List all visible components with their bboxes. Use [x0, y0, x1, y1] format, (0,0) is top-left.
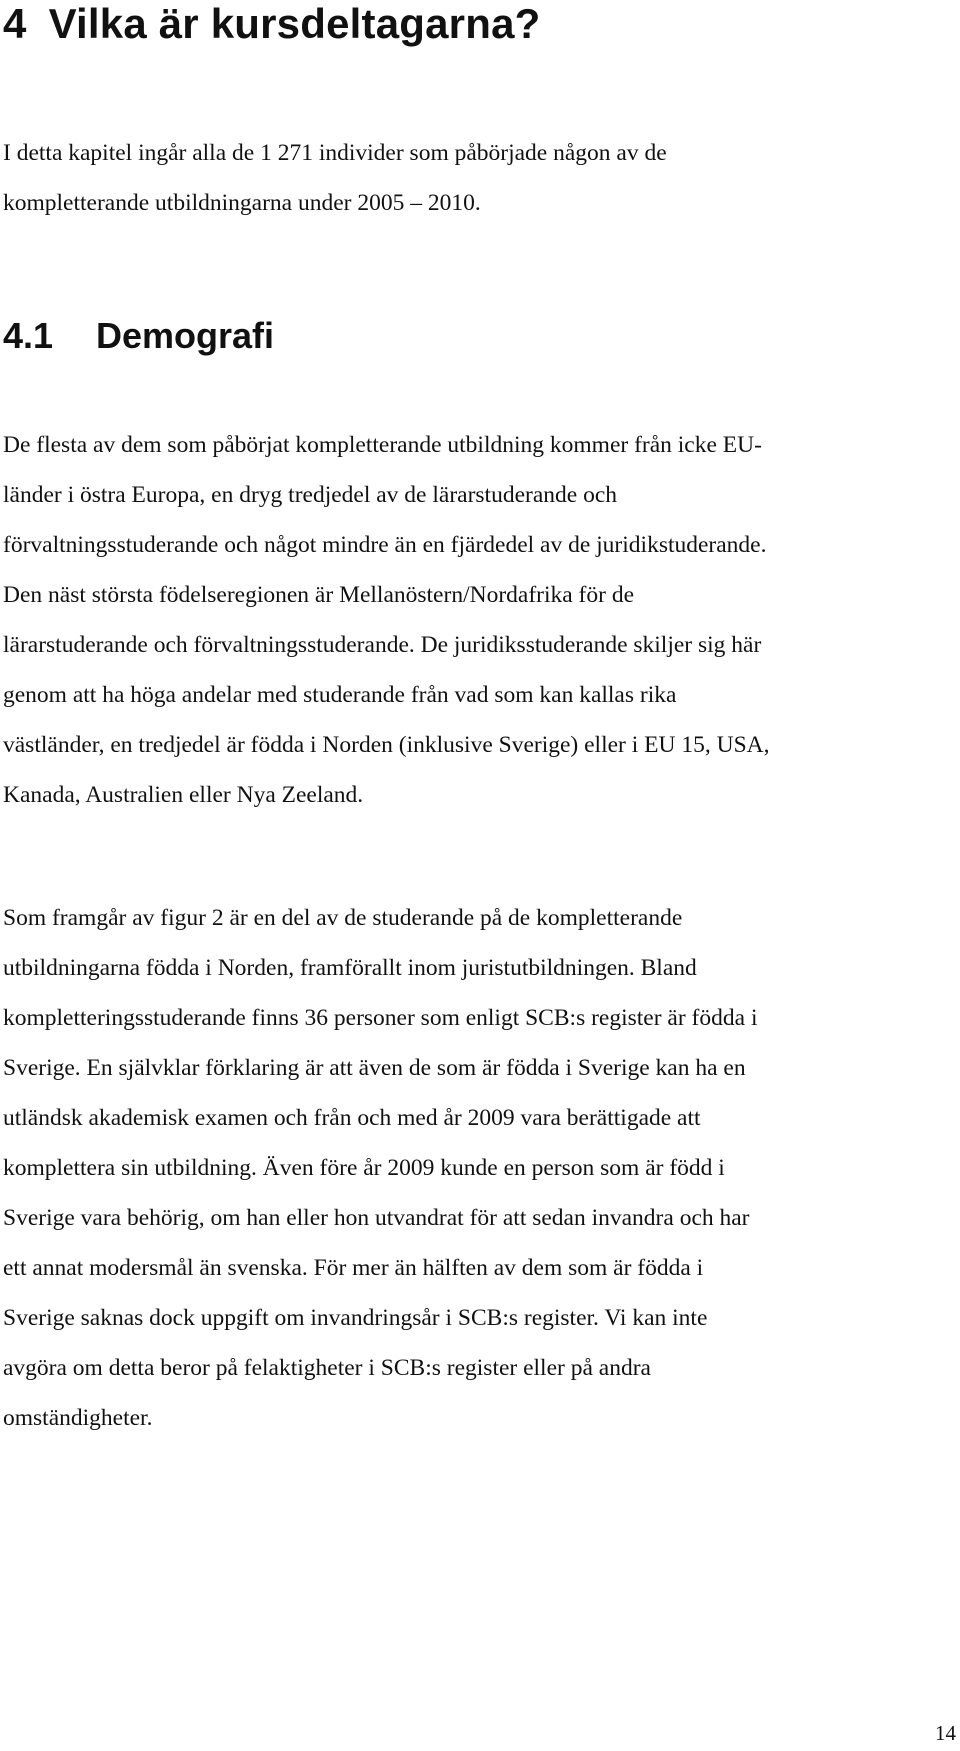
section-heading: [3, 314, 274, 358]
text-line: förvaltningsstuderande och något mindre än en fjärdedel av de juridikstuderande.: [3, 532, 767, 558]
text-line: Kanada, Australien eller Nya Zeeland.: [3, 782, 364, 808]
text-line: Sverige saknas dock uppgift om invandringsår i SCB:s register. Vi kan inte: [3, 1305, 708, 1331]
intro-paragraph: [3, 128, 943, 228]
text-line: komplettera sin utbildning. Även före år 2009 kunde en person som är född i: [3, 1155, 725, 1181]
chapter-title-text: Vilka är kursdeltagarna?: [48, 0, 541, 47]
text-line: kompletteringsstuderande finns 36 personer som enligt SCB:s register är födda i: [3, 1005, 758, 1031]
text-line: utbildningarna födda i Norden, framförallt inom juristutbildningen. Bland: [3, 955, 697, 981]
chapter-heading: [3, 0, 541, 48]
chapter-number: 4: [3, 0, 27, 47]
text-line: genom att ha höga andelar med studerande från vad som kan kallas rika: [3, 682, 677, 708]
page-number: 14: [935, 1721, 956, 1745]
text-line: I detta kapitel ingår alla de 1 271 individer som påbörjade någon av de: [3, 140, 667, 166]
text-line: De flesta av dem som påbörjat kompletterande utbildning kommer från icke EU-: [3, 432, 762, 458]
section-number: 4.1: [3, 315, 54, 356]
text-line: länder i östra Europa, en dryg tredjedel av de lärarstuderande och: [3, 482, 617, 508]
text-line: Sverige. En självklar förklaring är att även de som är födda i Sverige kan ha en: [3, 1055, 746, 1081]
demography-paragraph-2: [3, 893, 943, 1443]
text-line: omständigheter.: [3, 1405, 153, 1431]
text-line: kompletterande utbildningarna under 2005 – 2010.: [3, 190, 481, 216]
text-line: avgöra om detta beror på felaktigheter i SCB:s register eller på andra: [3, 1355, 651, 1381]
text-line: Som framgår av figur 2 är en del av de studerande på de kompletterande: [3, 905, 683, 931]
text-line: ett annat modersmål än svenska. För mer än hälften av dem som är födda i: [3, 1255, 704, 1281]
text-line: lärarstuderande och förvaltningsstuderande. De juridiksstuderande skiljer sig här: [3, 632, 762, 658]
demography-paragraph-1: [3, 420, 943, 820]
text-line: Den näst största födelseregionen är Mellanöstern/Nordafrika för de: [3, 582, 635, 608]
text-line: Sverige vara behörig, om han eller hon utvandrat för att sedan invandra och har: [3, 1205, 750, 1231]
text-line: västländer, en tredjedel är födda i Norden (inklusive Sverige) eller i EU 15, USA,: [3, 732, 770, 758]
text-line: utländsk akademisk examen och från och med år 2009 vara berättigade att: [3, 1105, 701, 1131]
section-title-text: Demografi: [96, 315, 275, 356]
